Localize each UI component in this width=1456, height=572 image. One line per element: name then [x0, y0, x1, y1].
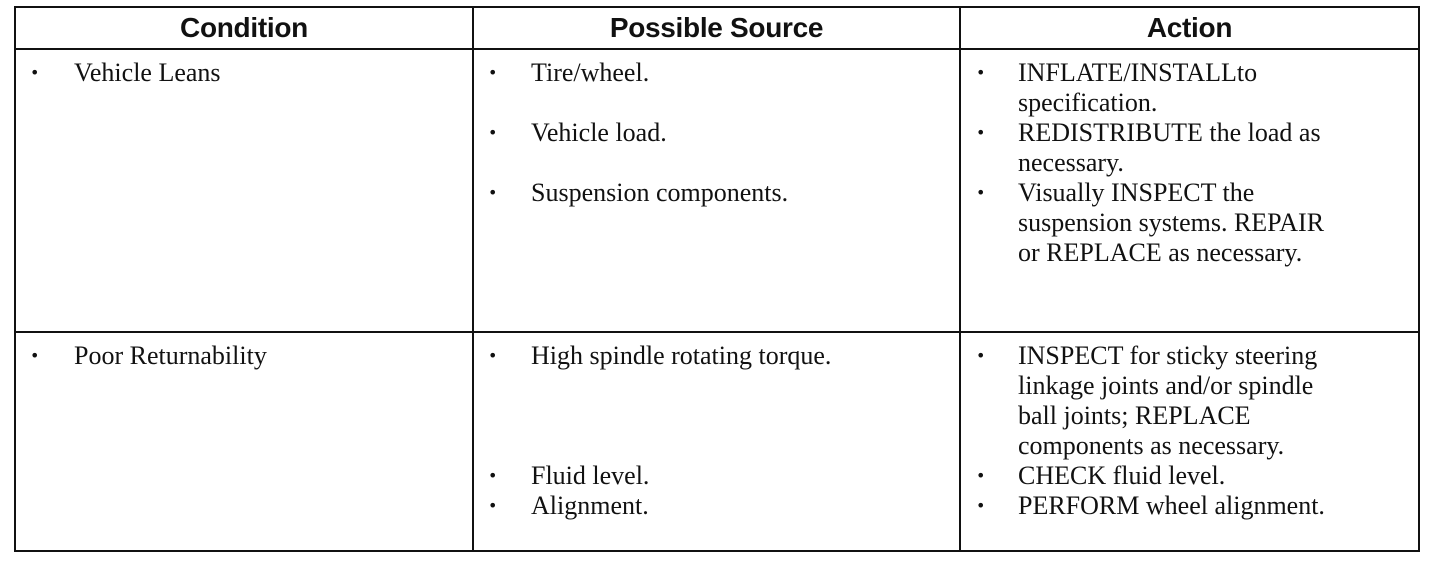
column-divider: [472, 8, 474, 550]
bullet-icon: •: [976, 496, 986, 515]
action-text: INFLATE/INSTALLto specification.: [1018, 58, 1258, 117]
bullet-icon: •: [488, 346, 498, 365]
bullet-icon: •: [488, 496, 498, 515]
bullet-icon: •: [976, 183, 986, 202]
action-text: INSPECT for sticky steering linkage joints and/or spindle ball joints; REPLACE components as necessary.: [1018, 341, 1318, 460]
row-1-sources: [488, 58, 948, 318]
source-text: Tire/wheel.: [531, 58, 650, 87]
action-text: PERFORM wheel alignment.: [1018, 491, 1325, 520]
action-text: REDISTRIBUTE the load as necessary.: [1018, 118, 1321, 177]
condition-text: Poor Returnability: [74, 341, 267, 370]
source-text: Fluid level.: [531, 461, 650, 490]
bullet-icon: •: [976, 63, 986, 82]
header-divider: [16, 48, 1418, 50]
row-divider: [16, 331, 1418, 333]
bullet-icon: •: [488, 123, 498, 142]
bullet-icon: •: [976, 346, 986, 365]
source-text: Alignment.: [531, 491, 649, 520]
bullet-icon: •: [488, 466, 498, 485]
condition-text: Vehicle Leans: [74, 58, 221, 87]
row-1-actions: [976, 58, 1412, 318]
bullet-icon: •: [488, 183, 498, 202]
row-2-actions: [976, 341, 1412, 541]
bullet-icon: •: [976, 123, 986, 142]
row-1-condition: [30, 58, 460, 118]
bullet-icon: •: [30, 346, 40, 365]
action-text: CHECK fluid level.: [1018, 461, 1226, 490]
header-condition: Condition: [180, 12, 308, 43]
column-divider: [959, 8, 961, 550]
action-text: Visually INSPECT the suspension systems. REPAIR or REPLACE as necessary.: [1018, 178, 1325, 267]
row-2-condition: [30, 341, 460, 401]
bullet-icon: •: [488, 63, 498, 82]
bullet-icon: •: [976, 466, 986, 485]
source-text: High spindle rotating torque.: [531, 341, 832, 370]
bullet-icon: •: [30, 63, 40, 82]
source-text: Vehicle load.: [531, 118, 667, 147]
header-possible-source: Possible Source: [609, 12, 824, 43]
header-action: Action: [1146, 12, 1233, 43]
diagnosis-table: [14, 6, 1420, 552]
row-2-sources: [488, 341, 948, 541]
source-text: Suspension components.: [531, 178, 789, 207]
